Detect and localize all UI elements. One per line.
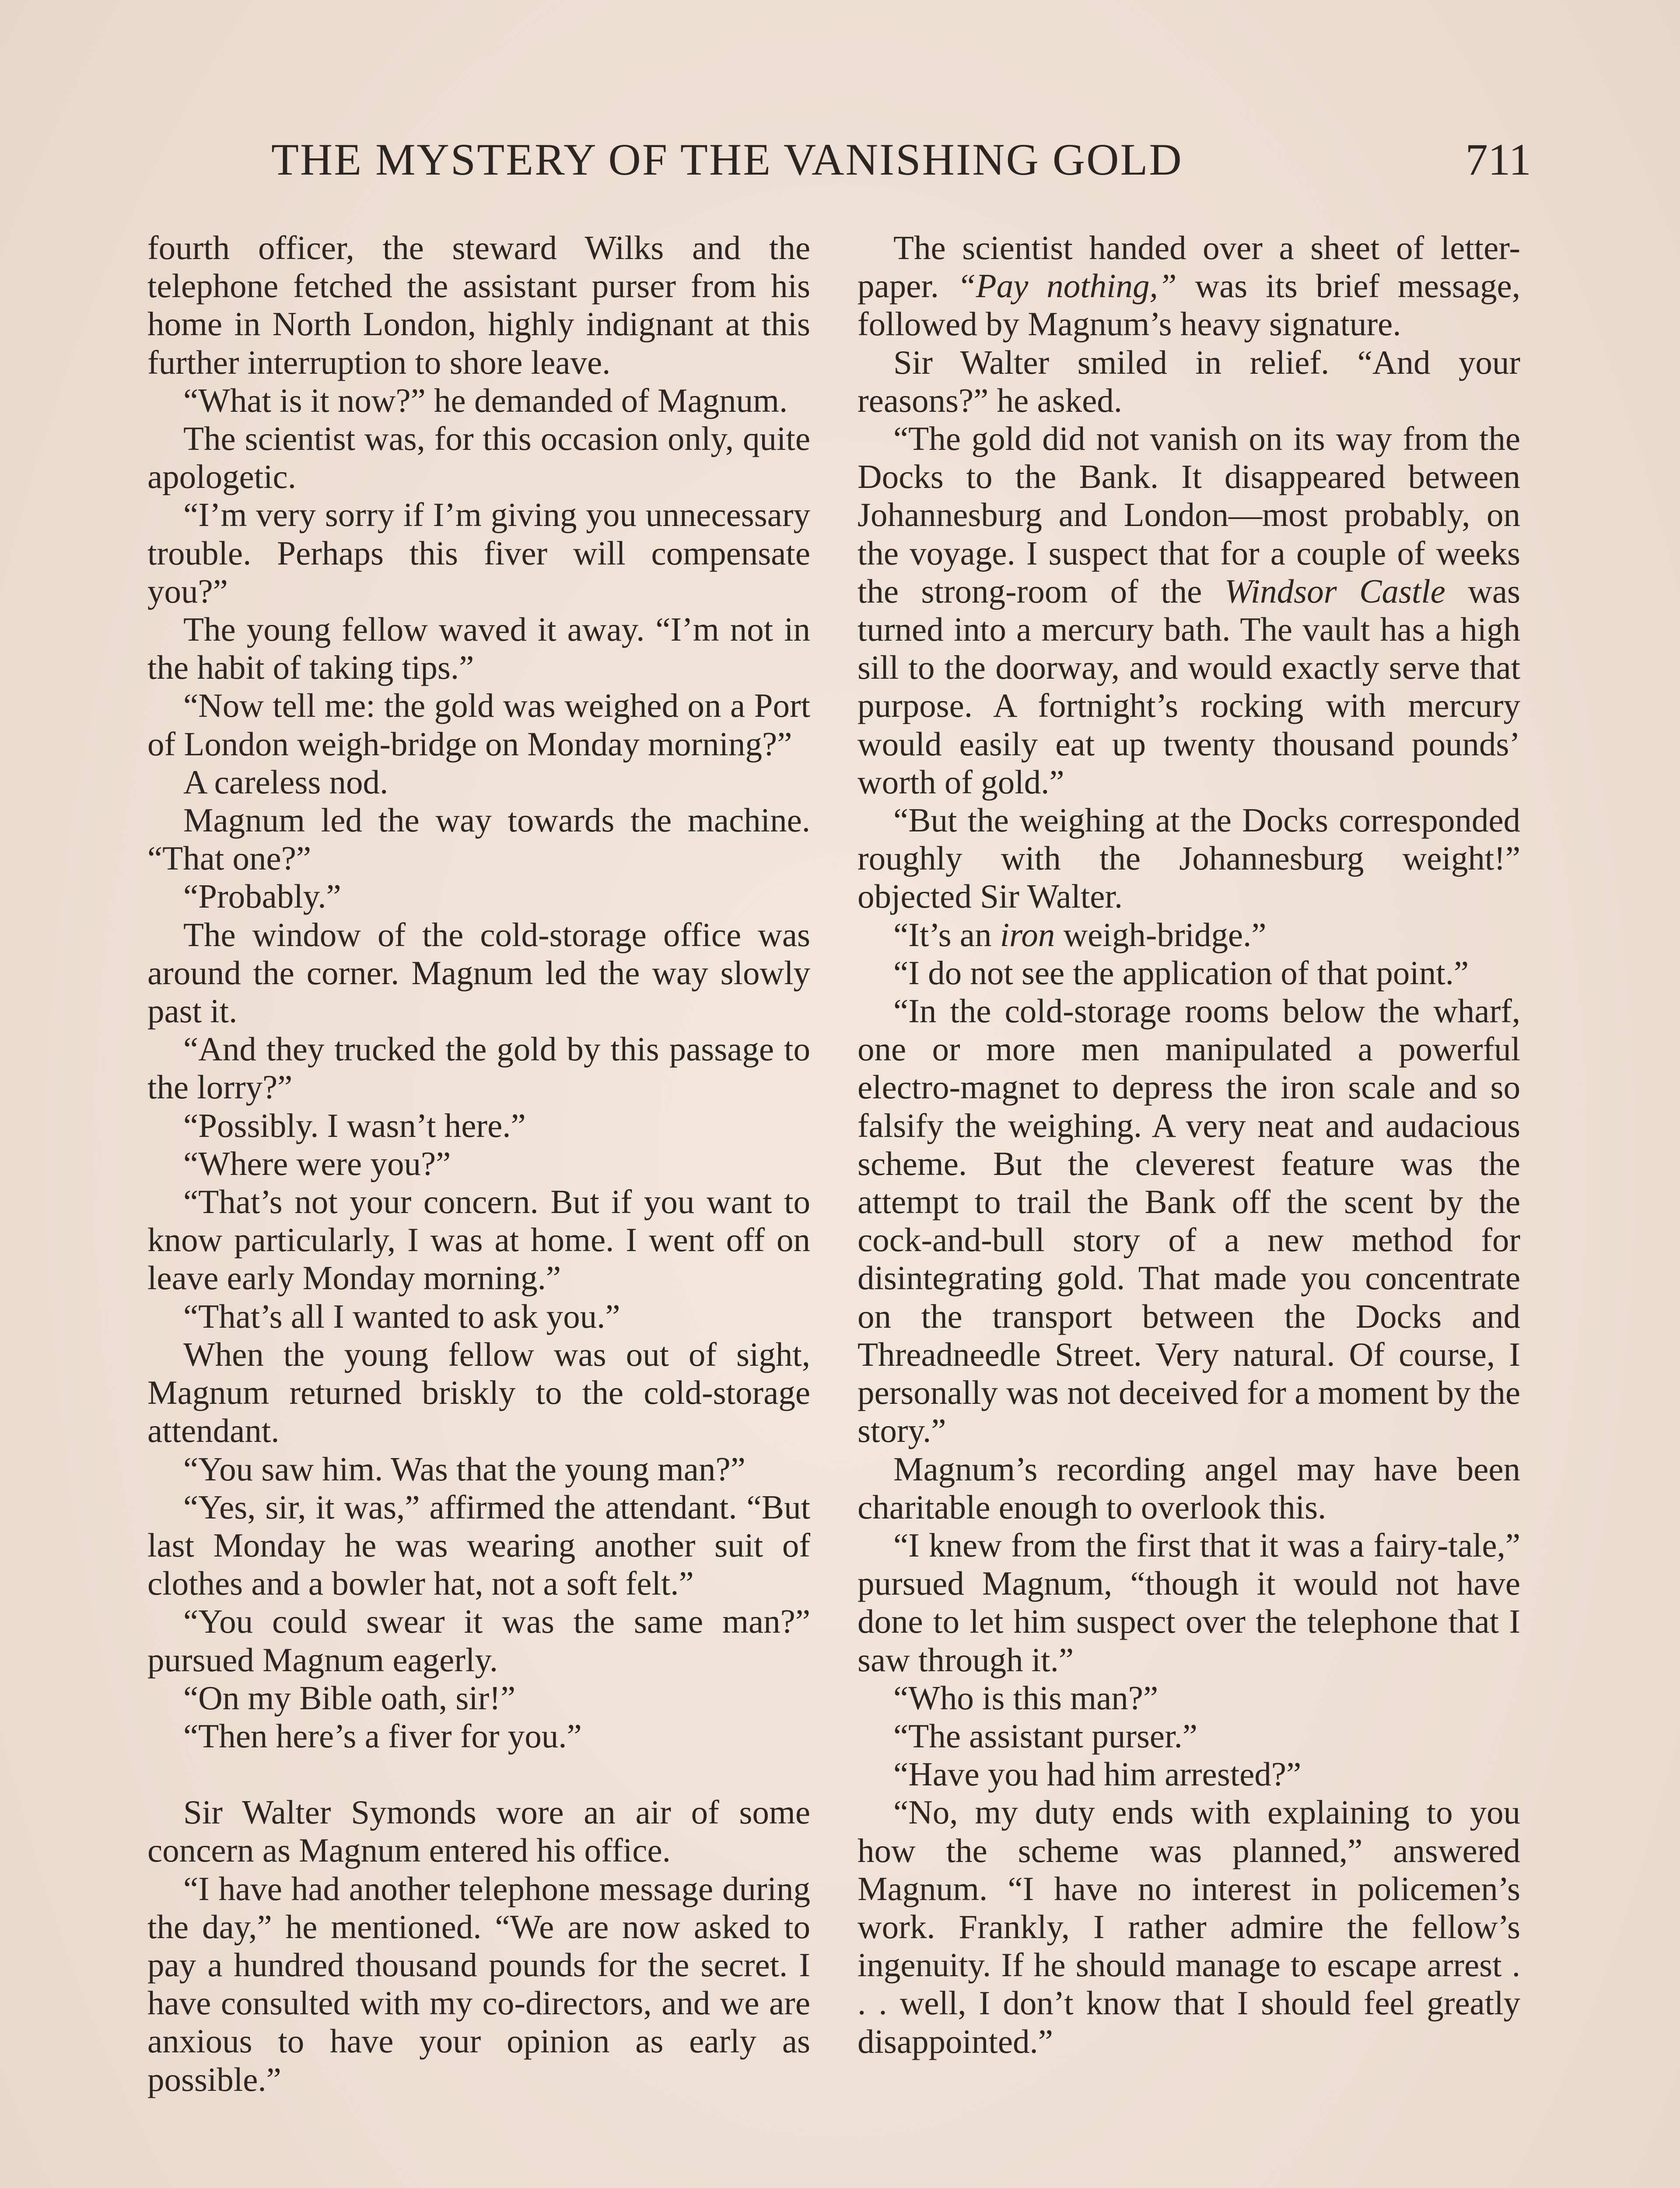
text-run: “It’s an [893,915,1000,954]
paragraph: “Now tell me: the gold was weighed on a Port of London weigh-bridge on Monday morning?” [147,687,810,763]
paragraph: The young fellow waved it away. “I’m not in the habit of taking tips.” [147,610,810,687]
paragraph: “What is it now?” he demanded of Magnum. [183,381,788,419]
paragraph: “Yes, sir, it was,” affirmed the attendant. “But last Monday he was wearing another suit of clothes and a bowler hat, not a soft felt.” [147,1488,810,1602]
paragraph [858,229,1520,344]
running-title: THE MYSTERY OF THE VANISHING GOLD [271,135,1183,185]
paragraph: “I’m very sorry if I’m giving you unnecessary trouble. Perhaps this fiver will compensate you?” [147,496,810,610]
text-run: The scientist handed over a sheet of letter-paper. [858,229,1520,305]
paragraph: “And they trucked the gold by this passage to the lorry?” [147,1030,810,1106]
paragraph: “The assistant purser.” [893,1717,1197,1755]
paragraph: “That’s not your concern. But if you want to know particularly, I was at home. I went off on leave early Monday morning.” [147,1183,810,1297]
paragraph [858,420,1520,801]
paragraph: “But the weighing at the Docks corresponded roughly with the Johannesburg weight!” objected Sir Walter. [858,801,1520,915]
paragraph: “No, my duty ends with explaining to you how the scheme was planned,” answered Magnum. “I have no interest in policemen’s work. Frankly, I rather admire the fellow’s ingenuity. If he should manage to escape arrest . . . well, I don’t know that I should feel greatly disappointed.” [858,1793,1520,2060]
paragraph: “Possibly. I wasn’t here.” [183,1106,526,1144]
paragraph: A careless nod. [183,763,388,801]
text-run: was its brief message, followed by Magnum’s heavy signature. [858,267,1520,343]
paragraph: Magnum led the way towards the machine. “That one?” [147,801,810,877]
paragraph: Magnum’s recording angel may have been charitable enough to overlook this. [858,1450,1520,1526]
paragraph: “You could swear it was the same man?” pursued Magnum eagerly. [147,1602,810,1679]
paragraph: “That’s all I wanted to ask you.” [183,1297,620,1335]
paragraph: “Who is this man?” [893,1679,1158,1717]
paragraph: When the young fellow was out of sight, Magnum returned briskly to the cold-storage attendant. [147,1335,810,1450]
paragraph: “I do not see the application of that point.” [893,954,1469,992]
running-header [271,131,1531,188]
paragraph: “Have you had him arrested?” [893,1755,1302,1793]
paragraph: Sir Walter smiled in relief. “And your reasons?” he asked. [858,343,1520,419]
paragraph: “You saw him. Was that the young man?” [183,1450,746,1488]
paragraph: Sir Walter Symonds wore an air of some concern as Magnum entered his office. [147,1793,810,1869]
page-number: 711 [1465,135,1531,185]
paragraph: “I knew from the first that it was a fairy-tale,” pursued Magnum, “though it would not have done to let him suspect over the telephone that I saw through it.” [858,1526,1520,1679]
paragraph: “Then here’s a fiver for you.” [183,1717,582,1755]
paragraph: The scientist was, for this occasion only, quite apologetic. [147,420,810,496]
text-run: “The gold did not vanish on its way from the Docks to the Bank. It disappeared between Johannesburg and London—most probably, on the voyage. I suspect that for a couple of weeks the strong-room of the [858,420,1520,610]
text-run: was turned into a mercury bath. The vault has a high sill to the doorway, and would exactly serve that purpose. A fortnight’s rocking with mercury would easily eat up twenty thousand pounds’ worth of gold.” [858,572,1520,801]
italic-run: iron [1000,915,1055,954]
italic-run: Windsor Castle [1224,572,1446,610]
paragraph: “I have had another telephone message during the day,” he mentioned. “We are now asked to pay a hundred thousand pounds for the secret. I have consulted with my co-directors, and we are anxious to have your opinion as early as possible.” [147,1869,810,2098]
paragraph: “In the cold-storage rooms below the wharf, one or more men manipulated a powerful electro-magnet to depress the iron scale and so falsify the weighing. A very neat and audacious scheme. But the cleverest feature was the attempt to trail the Bank off the scent by the cock-and-bull story of a new method for disintegrating gold. That made you concentrate on the transport between the Docks and Threadneedle Street. Very natural. Of course, I personally was not deceived for a moment by the story.” [858,992,1520,1450]
text-run: weigh-bridge.” [1055,915,1267,954]
right-column [858,229,1520,2188]
paragraph: “Probably.” [183,877,341,915]
italic-run: “Pay nothing,” [957,267,1177,305]
left-column [147,229,810,2188]
paragraph [858,916,1520,954]
paragraph: The window of the cold-storage office was around the corner. Magnum led the way slowly past it. [147,915,810,1030]
paragraph: fourth officer, the steward Wilks and the telephone fetched the assistant purser from his home in North London, highly indignant at this further interruption to shore leave. [147,229,810,381]
paragraph: “Where were you?” [183,1144,451,1182]
paragraph: “On my Bible oath, sir!” [183,1679,516,1717]
